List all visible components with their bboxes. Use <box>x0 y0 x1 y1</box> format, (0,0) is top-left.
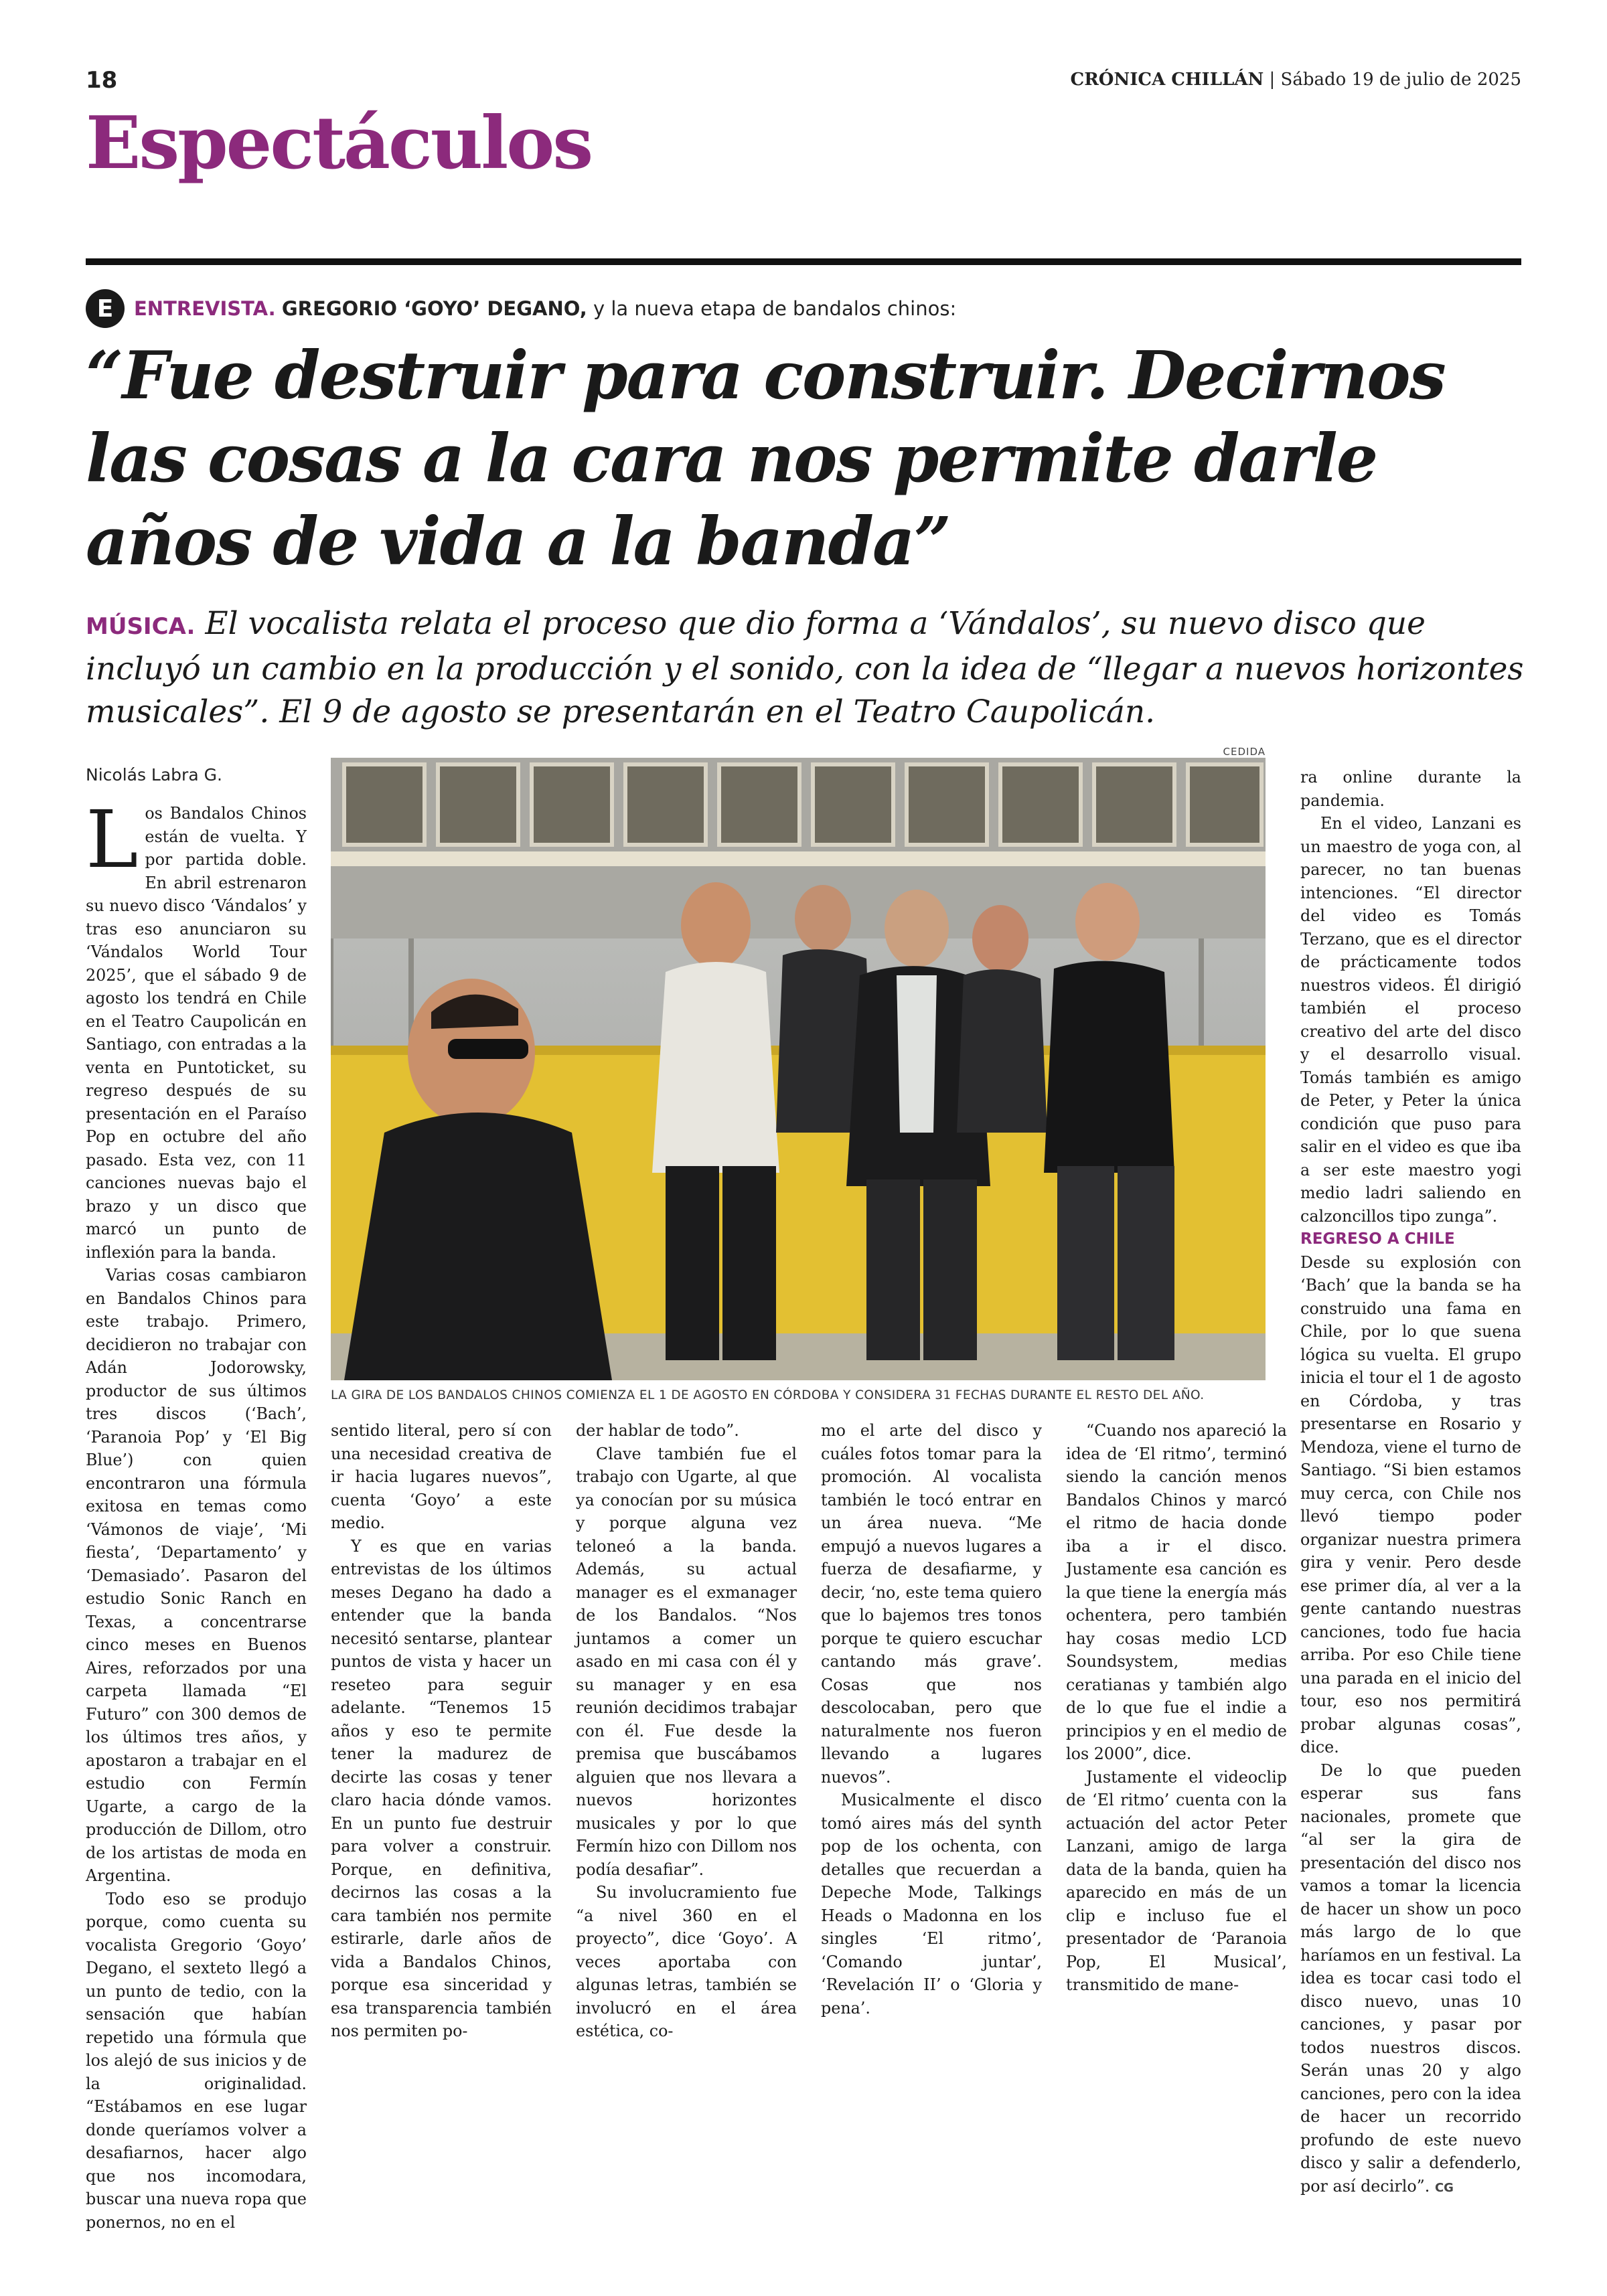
headline: “Fue destruir para construir. Decirnos las cosas a la cara nos permite darle años de vida a la banda” <box>86 337 1445 580</box>
photo-credit: CEDIDA <box>1223 746 1266 758</box>
article-column-2 <box>331 1419 552 2043</box>
article-column-4 <box>821 1419 1042 2020</box>
article-paragraph: De lo que pueden esperar sus fans nacionales, promete que “al ser la gira de presentación del disco nos vamos a tomar la licencia de hacer un show un poco más largo de lo que haríamos en un festival. La idea es tocar casi todo el disco nuevo, unas 10 canciones, y pasar por todos nuestros discos. Serán unas 20 y algo canciones, pero con la idea de hacer un recorrido profundo de este nuevo disco y salir a defenderlo, por así decirlo”. CG <box>1300 1760 1521 2196</box>
kicker-text <box>134 297 956 320</box>
article-paragraph: Y es que en varias entrevistas de los últimos meses Degano ha dado a entender que la banda necesitó sentarse, plantear puntos de vista y hacer un reseteo para seguir adelante. “Tenemos 15 años y eso te permite tener la madurez de decirte las cosas y tener claro hacia dónde vamos. En un punto fue destruir para volver a construir. Porque, en definitiva, decirnos las cosas a la cara también nos permite estirarle, darle años de vida a Bandalos Chinos, porque esa sinceridad y esa transparencia también nos permiten po- <box>331 1536 552 2040</box>
article-paragraph: Clave también fue el trabajo con Ugarte, al que ya conocían por su música y porque alguna vez teloneó a la banda. Además, su actual manager es el exmanager de los Bandalos. “Nos juntamos a comer un asado en mi casa con él y su manager y en esa reunión decidimos trabajar con él. Fue desde la premisa que buscábamos alguien que nos llevara a nuevos horizontes musicales y por lo que Fermín hizo con Dillom nos podía desafiar”. <box>576 1444 797 1879</box>
section-rule <box>86 258 1521 265</box>
byline: Nicolás Labra G. <box>86 765 222 785</box>
deck-label: MÚSICA. <box>86 613 196 640</box>
deck-text: El vocalista relata el proceso que dio forma a ‘Vándalos’, su nuevo disco que incluyó un cambio en la producción y el sonido, con la idea de “llegar a nuevos horizontes musicales”. El 9 de agosto se presentarán en el Teatro Caupolicán. <box>86 605 1524 730</box>
article-paragraph: Todo eso se produjo porque, como cuenta su vocalista Gregorio ‘Goyo’ Degano, el sexteto llegó a un punto de tedio, con la sensación que habían repetido una fórmula que los alejó de sus inicios y de la originalidad. “Estábamos en ese lugar donde queríamos volver a desafiarnos, hacer algo que nos incomodara, buscar una nueva ropa que ponernos, no en el <box>86 1889 307 2232</box>
issue-date: Sábado 19 de julio de 2025 <box>1280 70 1521 90</box>
article-paragraph: ra online durante la pandemia. <box>1300 768 1521 810</box>
section-title: Espectáculos <box>86 101 592 185</box>
kicker <box>86 289 956 328</box>
article-paragraph: Varias cosas cambiaron en Bandalos Chinos para este trabajo. Primero, decidieron no trabajar con Adán Jodorowsky, productor de sus últimos tres discos (‘Bach’, ‘Paranoia Pop’ y ‘El Big Blue’) con quien encontraron una fórmula exitosa en temas como ‘Vámonos de viaje’, ‘Mi fiesta’, ‘Departamento’ y ‘Demasiado’. Pasaron del estudio Sonic Ranch en Texas, a concentrarse cinco meses en Buenos Aires, reforzados por una carpeta llamada “El Futuro” con 300 demos de los últimos tres años, y apostaron a trabajar en el estudio con Fermín Ugarte, a cargo de la producción de Dillom, otro de los artistas de moda en Argentina. <box>86 1266 307 1885</box>
page-number: 18 <box>86 67 118 94</box>
article-column-6 <box>1300 766 1521 2200</box>
masthead-separator: | <box>1269 70 1276 90</box>
article-paragraph: sentido literal, pero sí con una necesidad creativa de ir hacia lugares nuevos”, cuenta ‘Goyo’ a este medio. <box>331 1421 552 1532</box>
article-column-3 <box>576 1419 797 2043</box>
article-column-5 <box>1066 1419 1287 1997</box>
article-paragraph: En el video, Lanzani es un maestro de yoga con, al parecer, no tan buenas intenciones. “El director del video es Tomás Terzano, que es el director de prácticamente todos nuestros videos. Él dirigió también el proceso creativo del arte del disco y el desarrollo visual. Tomás también es amigo de Peter, y Peter la única condición que puso para salir en el video es que iba a ser este maestro yogi medio ladri saliendo en calzoncillos tipo zunga”. <box>1300 814 1521 1226</box>
subhead-regreso-a-chile: REGRESO A CHILE <box>1300 1230 1455 1248</box>
masthead <box>1071 70 1522 90</box>
article-paragraph: Su involucramiento fue “a nivel 360 en el proyecto”, dice ‘Goyo’. A veces aportaba con algunas letras, también se involucró en el área estética, co- <box>576 1883 797 2040</box>
article-paragraph: Los Bandalos Chinos están de vuelta. Y por partida doble. En abril estrenaron su nuevo disco ‘Vándalos’ y tras eso anunciaron su ‘Vándalos World Tour 2025’, que el sábado 9 de agosto los tendrá en Chile en el Teatro Caupolicán en Santiago, con entradas a la venta en Puntoticket, su regreso después de su presentación en el Paraíso Pop en octubre del año pasado. Esta vez, con 11 canciones nuevas bajo el brazo y un disco que marcó un punto de inflexión para la banda. <box>86 793 307 1262</box>
entrevista-icon: E <box>86 289 125 328</box>
deck <box>86 602 1525 734</box>
end-mark: CG <box>1434 2180 1454 2195</box>
drop-cap: L <box>86 793 139 886</box>
kicker-label: ENTREVISTA. <box>134 297 276 320</box>
kicker-name: GREGORIO ‘GOYO’ DEGANO, <box>281 297 587 320</box>
publication-name: CRÓNICA CHILLÁN <box>1070 70 1264 90</box>
kicker-rest: y la nueva etapa de bandalos chinos: <box>593 297 957 320</box>
article-paragraph: mo el arte del disco y cuáles fotos tomar para la promoción. Al vocalista también le tocó entrar en un área nueva. “Me empujó a nuevos lugares a fuerza de desafiarme, y decir, ‘no, este tema quiero que lo bajemos tres tonos porque te quiero escuchar cantando más grave’. Cosas que nos descolocaban, pero que naturalmente nos fueron llevando a lugares nuevos”. <box>821 1421 1042 1787</box>
band-photo <box>331 758 1266 1380</box>
band-photo-illustration <box>331 758 1266 1380</box>
article-paragraph: der hablar de todo”. <box>576 1421 739 1440</box>
article-paragraph: Desde su explosión con ‘Bach’ que la banda se ha construido una fama en Chile, por lo que suena lógica su vuelta. El grupo inicia el tour el 1 de agosto en Córdoba, y tras presentarse en Rosario y Mendoza, viene el turno de Santiago. “Si bien estamos muy cerca, con Chile nos llevó tiempo poder organizar nuestra primera gira y venir. Pero desde ese primer día, al ver a la gente cantando nuestras canciones, todo fue hacia arriba. Por eso Chile tiene una parada en el inicio del tour, eso nos permitirá probar algunas cosas”, dice. <box>1300 1252 1521 1756</box>
article-paragraph: Justamente el videoclip de ‘El ritmo’ cuenta con la actuación del actor Peter Lanzani, amigo de larga data de la banda, quien ha aparecido en más de un clip e incluso fue el presentador de ‘Paranoia Pop, El Musical’, transmitido de mane- <box>1066 1767 1287 1994</box>
article-paragraph: Musicalmente el disco tomó aires más del synth pop de los ochenta, con detalles que recuerdan a Depeche Mode, Talkings Heads o Madonna en los singles ‘El ritmo’, ‘Comando juntar’, ‘Revelación II’ o ‘Gloria y pena’. <box>821 1791 1042 2018</box>
article-paragraph: “Cuando nos apareció la idea de ‘El ritmo’, terminó siendo la canción menos Bandalos Chinos y marcó el ritmo de hacia donde iba a ir el disco. Justamente esa canción es la que tiene la energía más ochentera, pero también hay cosas medio LCD Soundsystem, medias ceratianas y también algo de lo que fue el indie a principios y en el medio de los 2000”, dice. <box>1066 1421 1287 1763</box>
photo-caption: LA GIRA DE LOS BANDALOS CHINOS COMIENZA EL 1 DE AGOSTO EN CÓRDOBA Y CONSIDERA 31 FECHAS DURANTE EL RESTO DEL AÑO. <box>331 1388 1205 1402</box>
article-column-1 <box>86 793 307 2234</box>
